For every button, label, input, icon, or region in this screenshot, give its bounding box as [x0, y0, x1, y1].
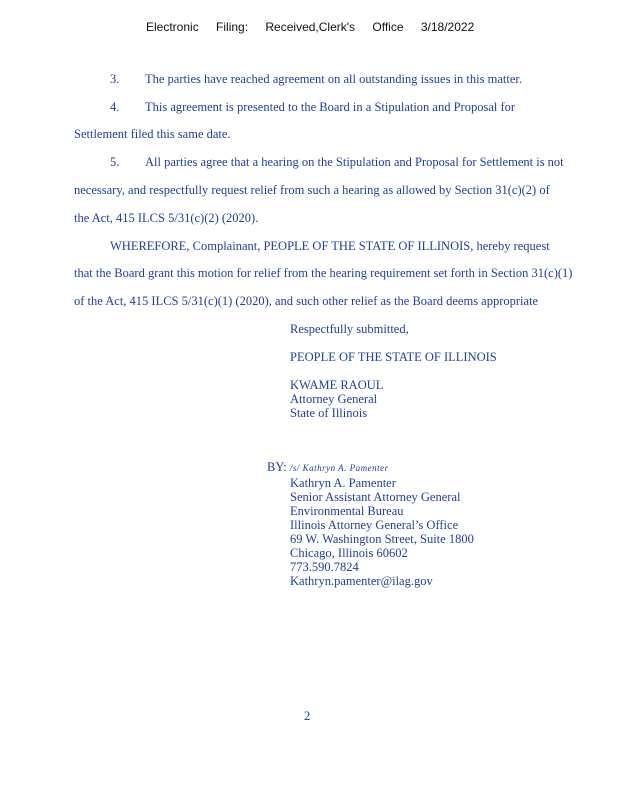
item-4-number: 4.	[110, 100, 120, 114]
by-line	[267, 460, 389, 475]
signer-title: Senior Assistant Attorney General	[290, 490, 461, 504]
page-number: 2	[304, 709, 311, 723]
party-name: PEOPLE OF THE STATE OF ILLINOIS	[290, 350, 497, 364]
header-office: Office	[372, 20, 404, 34]
signer-phone: 773.590.7824	[290, 560, 359, 574]
closing: Respectfully submitted,	[290, 322, 409, 336]
item-5-text: All parties agree that a hearing on the Stipulation and Proposal for Settlement is not	[145, 155, 564, 169]
ag-state: State of Illinois	[290, 406, 368, 420]
header-date: 3/18/2022	[420, 20, 475, 34]
signer-office: Illinois Attorney General’s Office	[290, 518, 459, 532]
wherefore-line-1: WHEREFORE, Complainant, PEOPLE OF THE STATE OF ILLINOIS, hereby request	[110, 239, 550, 253]
header-electronic: Electronic	[146, 20, 199, 34]
ag-title: Attorney General	[290, 392, 378, 406]
item-4-text: This agreement is presented to the Board in a Stipulation and Proposal for	[145, 100, 516, 114]
filing-header	[146, 20, 474, 34]
header-filing: Filing:	[216, 20, 249, 34]
wherefore-line-3: of the Act, 415 ILCS 5/31(c)(1) (2020), and such other relief as the Board deems appropriate	[74, 294, 539, 308]
electronic-signature: /s/ Kathryn A. Pamenter	[289, 463, 389, 473]
signer-bureau: Environmental Bureau	[290, 504, 404, 518]
item-3-text: The parties have reached agreement on all outstanding issues in this matter.	[145, 72, 522, 86]
wherefore-line-2: that the Board grant this motion for relief from the hearing requirement set forth in Section 31(c)(1)	[74, 266, 573, 280]
by-label: BY:	[267, 460, 287, 474]
signer-street: 69 W. Washington Street, Suite 1800	[290, 532, 474, 546]
header-received-clerks: Received,Clerk's	[265, 20, 356, 34]
signer-block	[290, 476, 474, 588]
signer-name: Kathryn A. Pamenter	[290, 476, 396, 490]
item-5-number: 5.	[110, 155, 120, 169]
ag-name: KWAME RAOUL	[290, 378, 384, 392]
signer-email[interactable]: Kathryn.pamenter@ilag.gov	[290, 574, 433, 588]
item-4-continuation: Settlement filed this same date.	[74, 127, 231, 141]
item-5-continuation: necessary, and respectfully request relief from such a hearing as allowed by Section 31(c)(2) of	[74, 183, 550, 197]
signer-city: Chicago, Illinois 60602	[290, 546, 408, 560]
item-5-continuation-2: the Act, 415 ILCS 5/31(c)(2) (2020).	[74, 211, 259, 225]
attorney-general-block	[290, 378, 383, 420]
item-3-number: 3.	[110, 72, 120, 86]
